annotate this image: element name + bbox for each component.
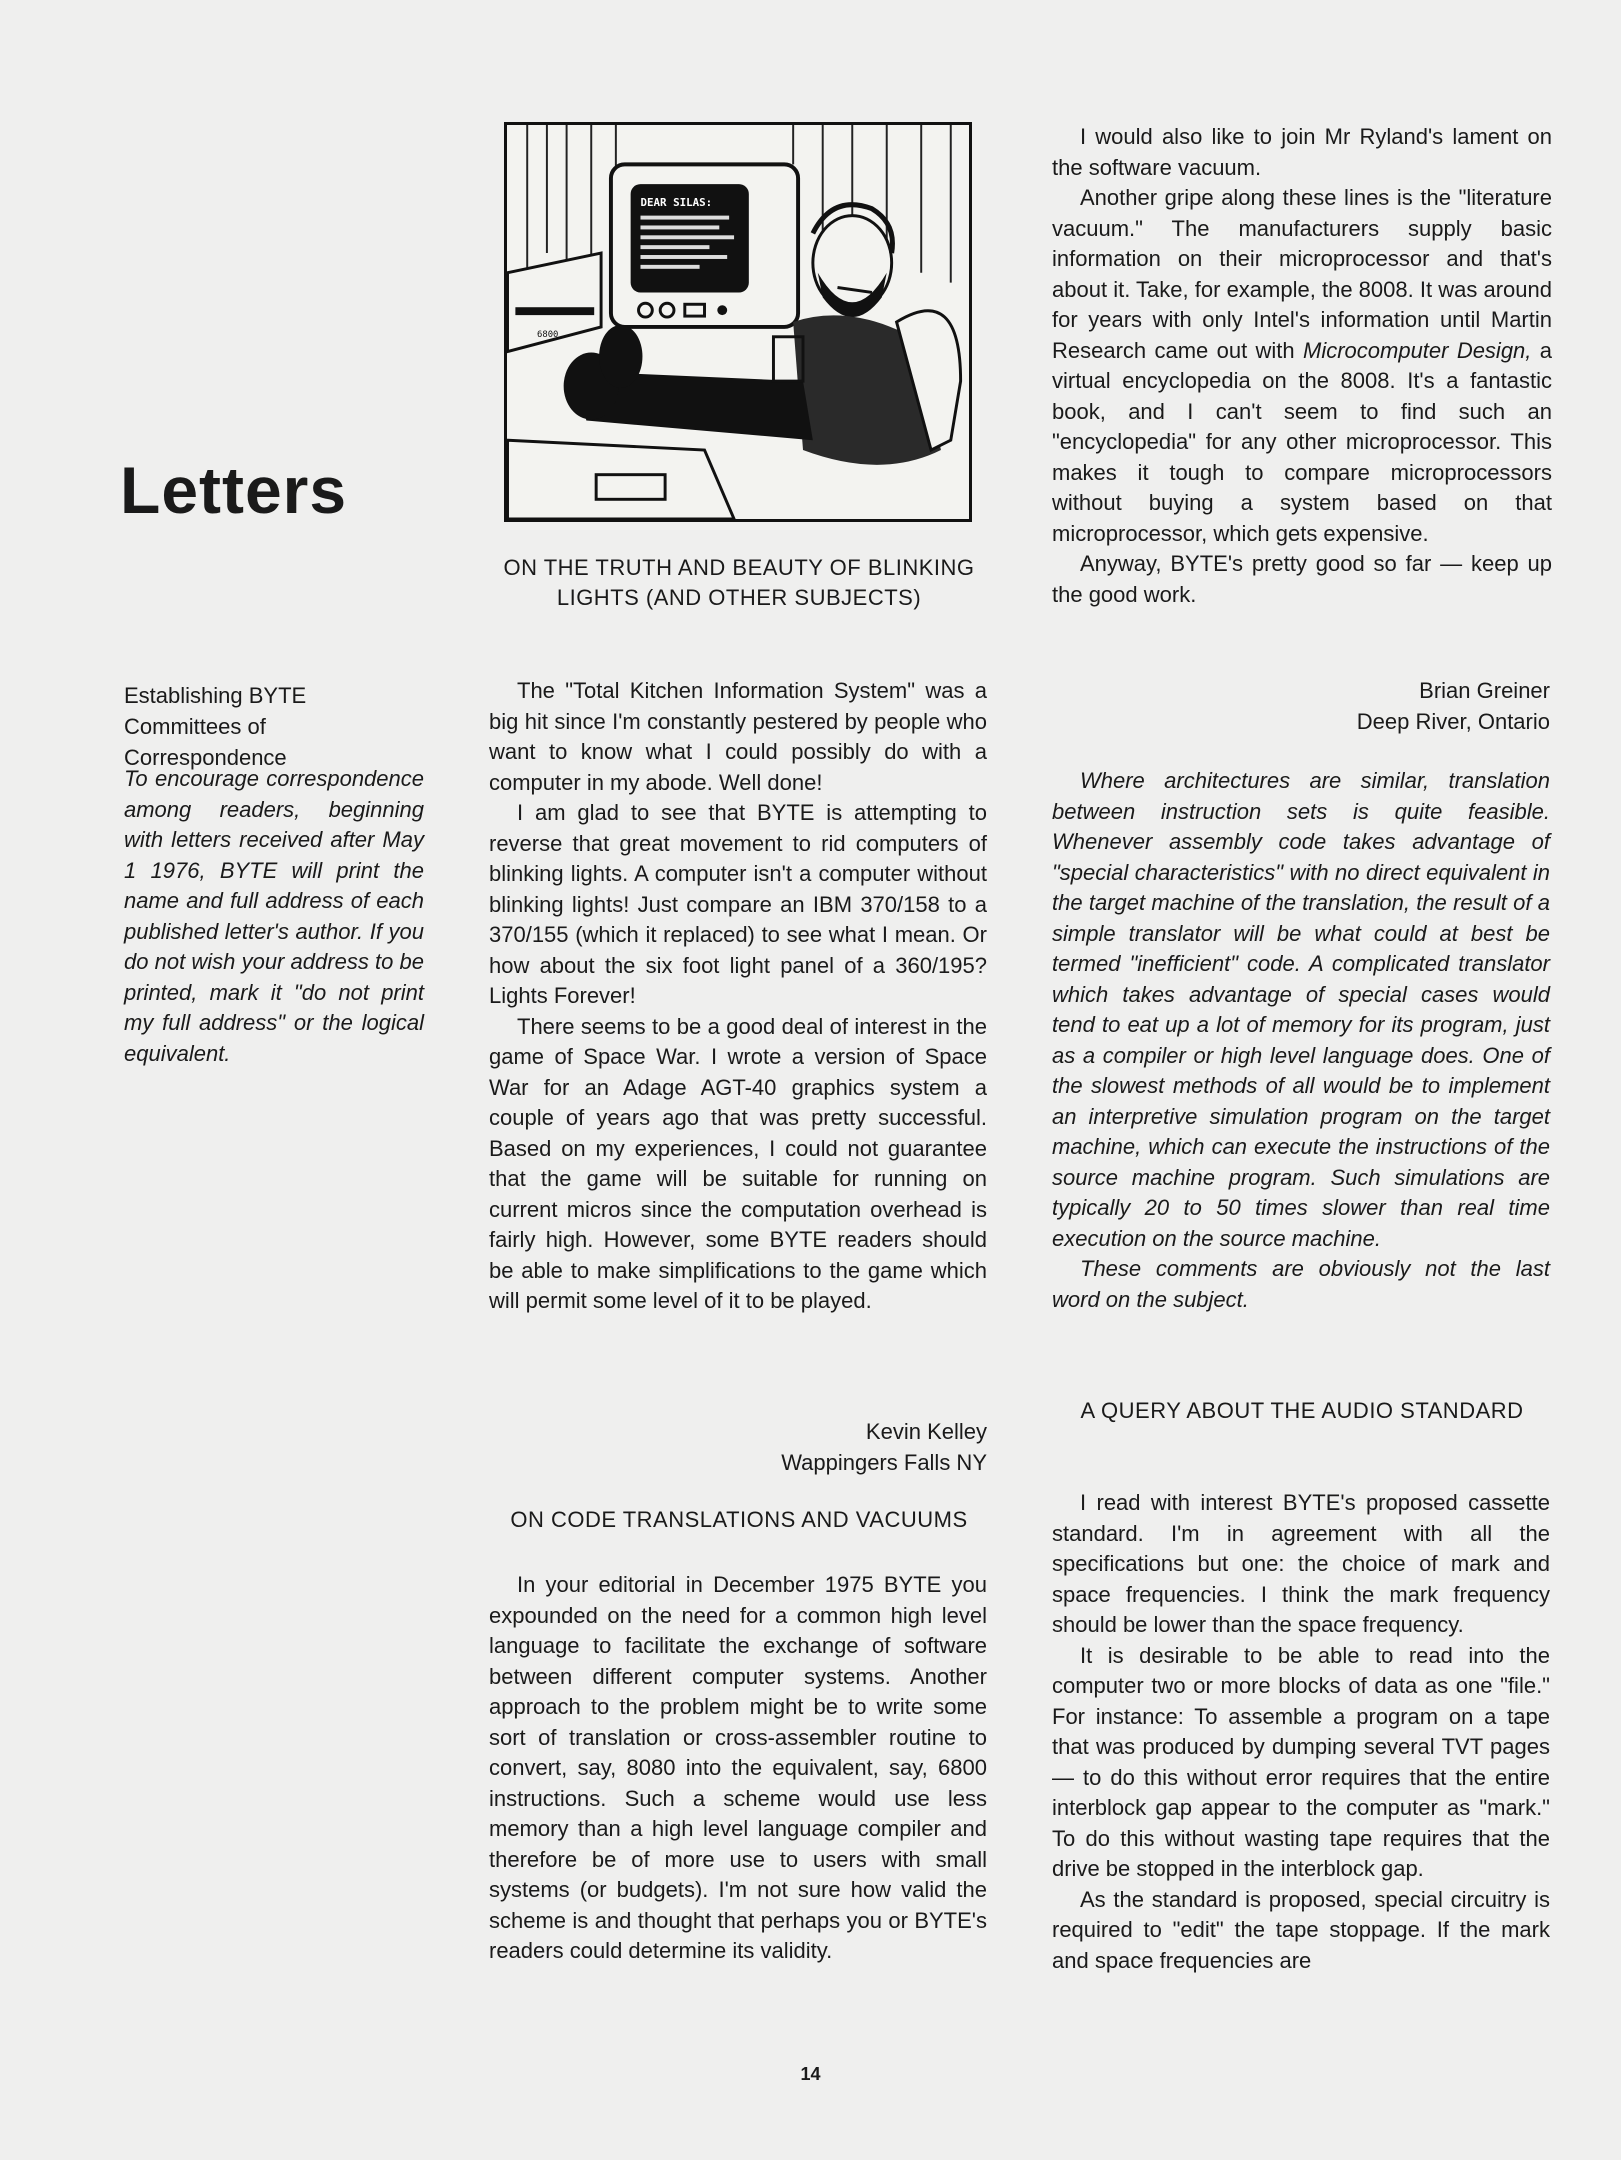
signature-name: Kevin Kelley: [865, 1419, 987, 1444]
letter2-continued-paragraph: I would also like to join Mr Ryland's lament on the software vacuum.: [1052, 124, 1552, 180]
screen-text: DEAR SILAS:: [640, 195, 713, 209]
sidebar-heading: Establishing BYTE Committees of Correspondence: [124, 683, 307, 770]
letter2-continued-paragraph: Another gripe along these lines is the "literature vacuum." The manufacturers supply basic information on their microprocessor and that's about it. Take, for example, the 8008. It was around for years with only Intel's information until Martin Research came out with: [1052, 185, 1552, 363]
editor-reply: [1052, 766, 1550, 1315]
book-title: Microcomputer Design,: [1303, 337, 1532, 363]
letter3-heading: A QUERY ABOUT THE AUDIO STANDARD: [1080, 1398, 1524, 1423]
letter3-paragraph: I read with interest BYTE's proposed cassette standard. I'm in agreement with all the specifications but one: the choice of mark and space frequencies. I think the mark frequency should be lower than the space frequency.: [1052, 1490, 1550, 1637]
sidebar-text: To encourage correspondence among readers, beginning with letters received after May 1 1976, BYTE will print the name and full address of each published letter's author. If you do not wish your address to be printed, mark it "do not print my full address" or the logical equivalent.: [124, 766, 424, 1066]
letter3-body: [1052, 1488, 1550, 1976]
letter1-heading: ON THE TRUTH AND BEAUTY OF BLINKING LIGHTS (AND OTHER SUBJECTS): [503, 555, 975, 610]
letter1-paragraph: There seems to be a good deal of interest in the game of Space War. I wrote a version of Space War for an Adage AGT-40 graphics system a couple of years ago that was pretty successful. Based on my experiences, I could not guarantee that the game will be suitable for running on current micros since the computation overhead is fairly high. However, some BYTE readers should be able to make simplifications to the game which will permit some level of it to be played.: [489, 1013, 987, 1313]
letter3-paragraph: It is desirable to be able to read into the computer two or more blocks of data as one "file." For instance: To assemble a program on a tape that was produced by dumping several TVT pages — to do this without error requires that the entire interblock gap appear to the computer as "mark." To do this without wasting tape requires that the drive be stopped in the interblock gap.: [1052, 1642, 1550, 1881]
page-title: Letters: [120, 453, 348, 527]
letter2-continued: [1052, 122, 1552, 610]
letter1-body: [489, 676, 987, 1317]
reply-paragraph: Where architectures are similar, translation between instruction sets is quite feasible. Whenever assembly code takes advantage of "special characteristics" with no direct equivalent in the target machine of the translation, the result of a simple translator will be what could at best be termed "inefficient" code. A complicated translator which takes advantage of special cases would tend to eat up a lot of memory for its program, just as a compiler or high level language does. One of the slowest methods of all would be to implement an interpretive simulation program on the target machine, which can execute the instructions of the source machine program. Such simulations are typically 20 to 50 times slower than real time execution on the source machine.: [1052, 768, 1550, 1251]
letter2-heading: ON CODE TRANSLATIONS AND VACUUMS: [510, 1507, 968, 1532]
signature-name: Brian Greiner: [1419, 678, 1550, 703]
cartoon-illustration: [504, 122, 972, 522]
signature-place: Wappingers Falls NY: [781, 1450, 987, 1475]
letter2-continued-paragraph: a virtual encyclopedia on the 8008. It's a fantastic book, and I can't seem to find such an "encyclopedia" for any other microprocessor. This makes it tough to compare microprocessors without buying a system based on that microprocessor, which gets expensive.: [1052, 337, 1552, 546]
reply-paragraph: These comments are obviously not the last word on the subject.: [1052, 1256, 1550, 1312]
device-label: 6800: [537, 329, 559, 340]
letter2-signature: [1252, 675, 1550, 737]
page-number: 14: [800, 2064, 821, 2084]
letter2-continued-paragraph: Anyway, BYTE's pretty good so far — keep up the good work.: [1052, 551, 1552, 607]
letter2-paragraph: In your editorial in December 1975 BYTE you expounded on the need for a common high level language to facilitate the exchange of software between different computer systems. Another approach to the problem might be to write some sort of translation or cross-assembler routine to convert, say, 8080 into the equivalent, say, 6800 instructions. Such a scheme would use less memory than a high level language compiler and therefore be of more use to users with small systems (or budgets). I'm not sure how valid the scheme is and thought that perhaps you or BYTE's readers could determine its validity.: [489, 1572, 987, 1963]
letter3-paragraph: As the standard is proposed, special circuitry is required to "edit" the tape stoppage. If the mark and space frequencies are: [1052, 1886, 1550, 1973]
letter1-paragraph: The "Total Kitchen Information System" was a big hit since I'm constantly pestered by people who want to know what I could possibly do with a computer in my abode. Well done!: [489, 678, 987, 795]
letter1-paragraph: I am glad to see that BYTE is attempting to reverse that great movement to rid computers of blinking lights. A computer isn't a computer without blinking lights! Just compare an IBM 370/158 to a 370/155 (which it replaced) to see what I mean. Or how about the six foot light panel of a 360/195? Lights Forever!: [489, 800, 987, 1008]
letter2-body: [489, 1570, 987, 1967]
signature-place: Deep River, Ontario: [1356, 709, 1550, 734]
letter1-signature: [689, 1416, 987, 1478]
